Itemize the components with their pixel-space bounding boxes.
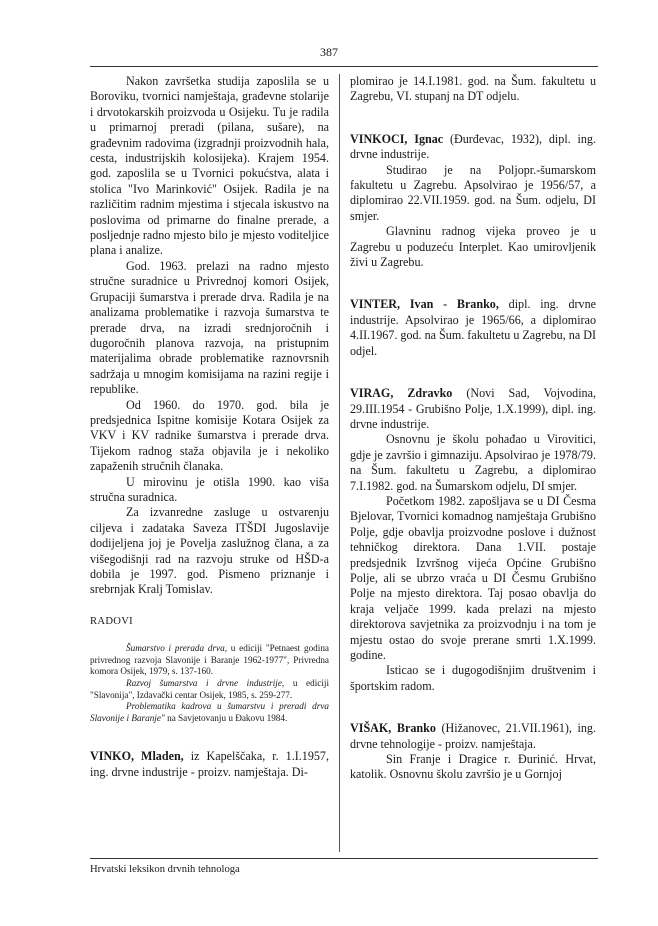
column-divider <box>339 74 340 852</box>
work-item <box>90 701 329 724</box>
continuation-text: plomirao je 14.I.1981. god. na Šum. fakultetu u Zagrebu, VI. stupanj na DT odjelu. <box>350 74 596 104</box>
entry-virag <box>350 386 596 432</box>
paragraph: Početkom 1982. zapošljava se u DI Česma Bjelovar, Tvornici komadnog namještaja Grubišno Polje, gdje obavlja proizvodne poslove i dužnost tehničkog direktora. Dana 1.VII. postaje predsjednik Izvršnog vijeća Općine Grubišno Polje, ali se ubrzo vraća u DI Česmu Grubišno Polje na mjesto direktora. Taj posao obavlja do kraja veljače 1999. kada prelazi na mjesto direktorova savjetnika za proizvodnju i na tom je mjestu ostao do svoje prerane smrti 1.X.1999. godine. <box>350 493 596 662</box>
entry-name: VINKO, Mladen, <box>90 749 184 764</box>
paragraph: God. 1963. prelazi na radno mjesto stručne suradnice u Privrednoj komori Osijek, Grupaciji šumarstva i prerade drva. Radila je na analizama problematike i razvoja šumarstva te prerade drva, na izradi srednjoročnih i dugoročnih planova razvoja, na pristupnim materijalima obrade problematike raznovrsnih sadržaja u mnogim komisijama na razini regije i republike. <box>90 258 329 397</box>
page-number: 387 <box>320 45 338 59</box>
entry-name: VIŠAK, Branko <box>350 721 436 736</box>
entry-text: dipl. ing. drvne industrije. Apsolvirao je 1965/66, a diplomirao 4.II.1967. god. na Šum. fakultetu u Zagrebu, na DI odjel. <box>350 297 596 358</box>
paragraph: Za izvanredne zasluge u ostvarenju ciljeva i zadataka Saveza ITŠDI Jugoslavije dodijeljena joj je Povelja zaslužnog člana, a za višegodišnji rad na razvoju struke od HŠD-a dobila je 1997. god. Pismeno priznanje i srebrnjak Kralj Tomislav. <box>90 505 329 597</box>
entry-name: VIRAG, Zdravko <box>350 386 453 401</box>
footer-rule <box>90 858 598 859</box>
entry-vinter <box>350 297 596 359</box>
paragraph: Isticao se i dugogodišnjim društvenim i športskim radom. <box>350 663 596 693</box>
entry-text: (Hižanovec, 21.VII.1961), ing. drvne tehnologije - proizv. namještaja. <box>350 721 596 751</box>
paragraph: Od 1960. do 1970. god. bila je predsjednica Ispitne komisije Kotara Osijek za VKV i KV radnike šumarstva i prerade drva. Tijekom radnog staža objavila je i nekoliko zapaženih stručnih članaka. <box>90 397 329 474</box>
entry-visak <box>350 721 596 752</box>
footer-text: Hrvatski leksikon drvnih tehnologa <box>90 864 240 875</box>
paragraph: Glavninu radnog vijeka proveo je u Zagrebu u poduzeću Interplet. Kao umirovljenik živi u Zagrebu. <box>350 224 596 270</box>
entry-vinko <box>90 749 329 780</box>
header-rule <box>90 66 598 67</box>
paragraph: Sin Franje i Dragice r. Đurinić. Hrvat, katolik. Osnovnu školu završio je u Gornjoj <box>350 752 596 782</box>
entry-name: VINTER, Ivan - Branko, <box>350 297 499 312</box>
work-title: Šumarstvo i prerada drva, <box>126 643 228 654</box>
paragraph: U mirovinu je otišla 1990. kao viša stručna suradnica. <box>90 474 329 504</box>
right-column <box>350 74 596 783</box>
entry-text: (Novi Sad, Vojvodina, 29.III.1954 - Grubišno Polje, 1.X.1999), dipl. ing. drvne industrije. <box>350 386 596 431</box>
left-column <box>90 74 329 780</box>
entry-vinkoci <box>350 132 596 163</box>
work-details: u ediciji "Petnaest godina privrednog razvoja Slavonije i Baranje 1962-1977", Privredna komora Osijek, 1979, s. 137-160. <box>90 643 329 677</box>
work-item <box>90 678 329 701</box>
paragraph: Studirao je na Poljopr.-šumarskom fakultetu u Zagrebu. Apsolvirao je 1956/57, a diplomirao 22.VII.1959. god. na Šum. odjelu, DI smjer. <box>350 162 596 223</box>
radovi-heading: RADOVI <box>90 615 133 627</box>
work-details: na Savjetovanju u Đakovu 1984. <box>164 712 288 723</box>
entry-name: VINKOCI, Ignac <box>350 131 444 146</box>
work-title: Problematika kadrova u šumarstvu i preradi drva Slavonije i Baranje" <box>90 701 329 723</box>
work-item <box>90 643 329 678</box>
paragraph: Nakon završetka studija zaposlila se u Boroviku, tvornici namještaja, građevne stolarije i drvotokarskih proizvoda u Osijeku. Tu je radila u primarnoj preradi (pilana, sušare), na građevnim radovima (izgradnji proizvodnih hala, cesta, industrijskih kolosijeka). Krajem 1954. god. zaposlila se u Tvornici pokućstva, alata i stolica "Ivo Marinković" Osijek. Radila je na različitim radnim mjestima i stjecala iskustvo na poslovima od primarne do finalne prerade, a posljednje radno mjesto bilo je mjesto voditeljice plana i analize. <box>90 74 329 258</box>
work-details: u ediciji "Slavonija", Izdavački centar Osijek, 1985, s. 259-277. <box>90 678 329 700</box>
entry-text: iz Kapelščaka, r. 1.I.1957, ing. drvne industrije - proizv. namještaja. Di- <box>90 749 329 779</box>
entry-text: (Đurđevac, 1932), dipl. ing. drvne industrije. <box>350 131 596 162</box>
paragraph: Osnovnu je školu pohađao u Virovitici, gdje je završio i gimnaziju. Apsolvirao je 1978/79. na Šum. fakultetu u Zagrebu, a diplomirao 7.I.1982. god. na Šumarskom odjelu, DI smjer. <box>350 432 596 493</box>
work-title: Razvoj šumarstva i drvne industrije, <box>126 678 285 688</box>
